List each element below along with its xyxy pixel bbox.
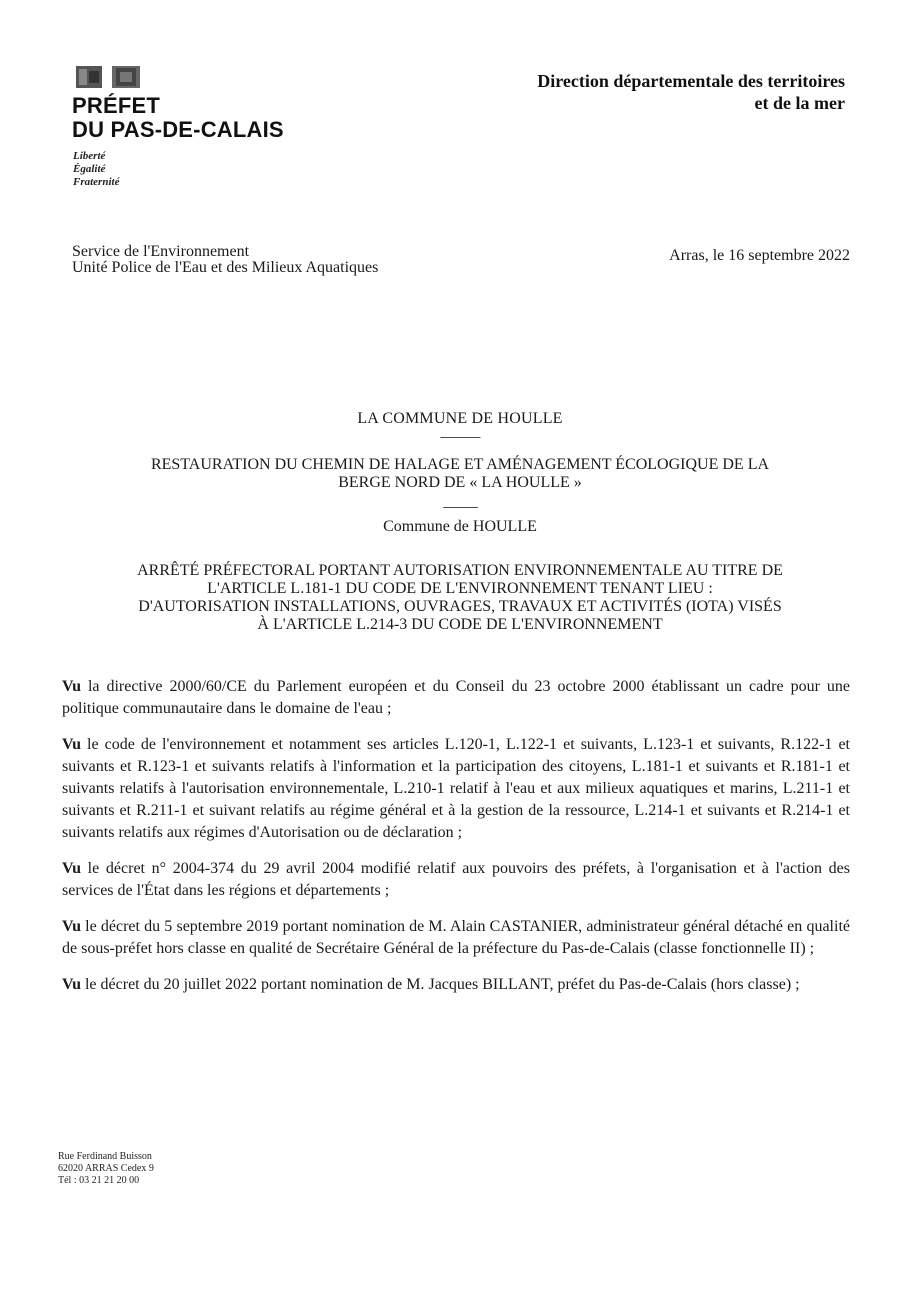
service-line2: Unité Police de l'Eau et des Milieux Aquatiques [72, 259, 379, 276]
vu-label: Vu [62, 736, 81, 753]
footer-street: Rue Ferdinand Buisson [58, 1151, 152, 1162]
considerant-text: la directive 2000/60/CE du Parlement européen et du Conseil du 23 octobre 2000 établissant un cadre pour une politique communautaire dans le domaine de l'eau ; [62, 678, 850, 717]
commune-subtitle: Commune de HOULLE [383, 518, 537, 535]
footer-city: 62020 ARRAS Cedex 9 [58, 1163, 154, 1174]
service-block [72, 244, 378, 276]
footer-phone: Tél : 03 21 21 20 00 [58, 1175, 140, 1186]
commune-title: LA COMMUNE DE HOULLE [357, 410, 563, 427]
considerant-paragraph [62, 676, 850, 720]
marianne-logo-icon [76, 66, 140, 88]
arrete-line2: L'ARTICLE L.181-1 DU CODE DE L'ENVIRONNEMENT TENANT LIEU : [207, 580, 713, 597]
projet-title [60, 456, 860, 492]
motto-fraternite: Fraternité [73, 176, 120, 188]
considerant-paragraph [62, 858, 850, 902]
considerant-paragraph [62, 734, 850, 844]
vu-label: Vu [62, 976, 81, 993]
motto-egalite: Égalité [73, 163, 106, 175]
arrete-line3: D'AUTORISATION INSTALLATIONS, OUVRAGES, TRAVAUX ET ACTIVITÉS (IOTA) VISÉS [138, 598, 782, 615]
considerants-list [62, 676, 850, 1010]
projet-line1: RESTAURATION DU CHEMIN DE HALAGE ET AMÉNAGEMENT ÉCOLOGIQUE DE LA [150, 456, 770, 473]
prefet-line1: PRÉFET [72, 93, 160, 118]
considerant-text: le code de l'environnement et notamment ses articles L.120-1, L.122-1 et suivants, L.123-1 et suivants, R.122-1 et suivants et R.123-1 et suivants relatifs à l'information et la participation des citoyens, L.181-1 et suivants et R.181-1 et suivants relatifs à l'autorisation environnementale, L.210-1 relatif à l'eau et aux milieux aquatiques et marins, L.211-1 et suivants et R.211-1 et suivant relatifs au régime général et à la gestion de la ressource, L.214-1 et suivants et R.214-1 et suivants relatifs aux régimes d'Autorisation ou de déclaration ; [62, 736, 850, 841]
direction-line2: et de la mer [754, 93, 845, 113]
motto-liberte: Liberté [73, 150, 106, 162]
arrete-line1: ARRÊTÉ PRÉFECTORAL PORTANT AUTORISATION ENVIRONNEMENTALE AU TITRE DE [137, 562, 783, 579]
considerant-paragraph [62, 974, 850, 996]
vu-label: Vu [62, 678, 81, 695]
prefet-line2: DU PAS-DE-CALAIS [72, 117, 284, 142]
separator-short: ------------- [442, 501, 478, 513]
prefet-title [72, 94, 284, 142]
vu-label: Vu [62, 860, 81, 877]
direction-line1: Direction départementale des territoires [537, 71, 845, 91]
motto [73, 150, 119, 189]
considerant-text: le décret du 5 septembre 2019 portant nomination de M. Alain CASTANIER, administrateur général détaché en qualité de sous-préfet hors classe en qualité de Secrétaire Général de la préfecture du Pas-de-Calais (classe fonctionnelle II) ; [62, 918, 850, 957]
vu-label: Vu [62, 918, 81, 935]
separator-long: --------------- [440, 431, 480, 443]
arrete-title [60, 562, 860, 634]
direction-heading [537, 70, 845, 114]
projet-line2: BERGE NORD DE « LA HOULLE » [338, 474, 582, 491]
document-date: Arras, le 16 septembre 2022 [669, 247, 850, 264]
footer-address [58, 1151, 154, 1187]
considerant-paragraph [62, 916, 850, 960]
considerant-text: le décret n° 2004-374 du 29 avril 2004 modifié relatif aux pouvoirs des préfets, à l'organisation et à l'action des services de l'État dans les régions et départements ; [62, 860, 850, 899]
arrete-line4: À L'ARTICLE L.214-3 DU CODE DE L'ENVIRONNEMENT [257, 616, 663, 633]
service-line1: Service de l'Environnement [72, 243, 250, 260]
considerant-text: le décret du 20 juillet 2022 portant nomination de M. Jacques BILLANT, préfet du Pas-de-Calais (hors classe) ; [80, 976, 800, 993]
